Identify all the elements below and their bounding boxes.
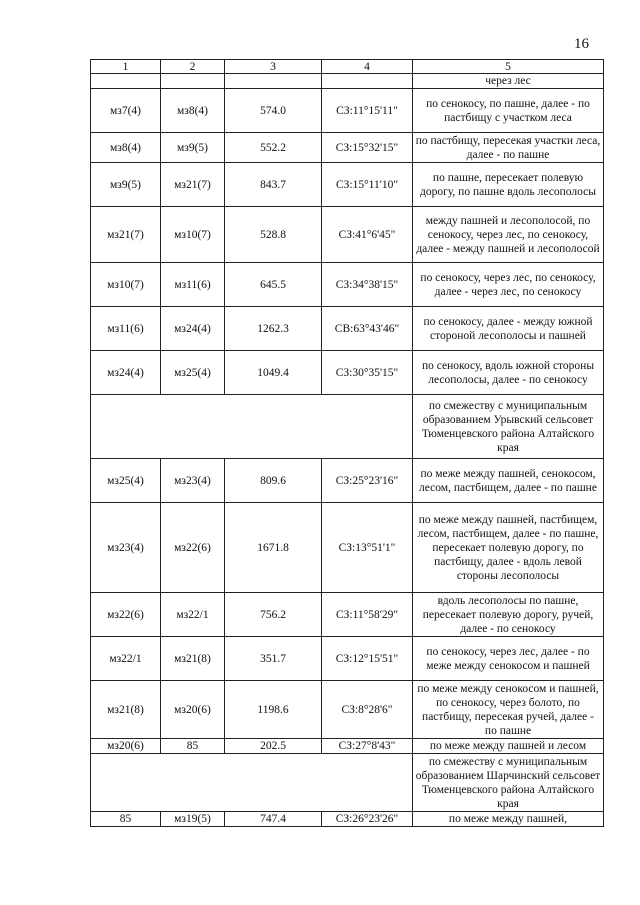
description-cell: по сенокосу, далее - между южной стороной лесополосы и пашней (413, 307, 604, 351)
length-cell (225, 74, 322, 89)
length-cell: 528.8 (225, 207, 322, 263)
from-point-cell: мз22(6) (91, 593, 161, 637)
to-point-cell: мз8(4) (161, 89, 225, 133)
from-point-cell: мз25(4) (91, 459, 161, 503)
merged-blank-cell (91, 754, 413, 812)
bearing-cell: СЗ:30°35'15" (322, 351, 413, 395)
page-number: 16 (574, 36, 589, 52)
length-cell: 202.5 (225, 739, 322, 754)
to-point-cell: мз21(8) (161, 637, 225, 681)
bearing-cell (322, 74, 413, 89)
to-point-cell: мз20(6) (161, 681, 225, 739)
table-header-row (91, 60, 604, 74)
to-point-cell: мз10(7) (161, 207, 225, 263)
header-cell: 5 (413, 60, 604, 74)
table-row (91, 637, 604, 681)
header-cell: 4 (322, 60, 413, 74)
description-cell: по меже между пашней, пастбищем, лесом, пастбищем, далее - по пашне, пересекает полевую дорогу, по пастбищу, далее - вдоль левой стороны лесополосы (413, 503, 604, 593)
table-row (91, 739, 604, 754)
description-cell: по пашне, пересекает полевую дорогу, по пашне вдоль лесополосы (413, 163, 604, 207)
to-point-cell: мз21(7) (161, 163, 225, 207)
bearing-cell: СЗ:15°32'15" (322, 133, 413, 163)
table-row (91, 503, 604, 593)
to-point-cell: мз25(4) (161, 351, 225, 395)
to-point-cell: мз22(6) (161, 503, 225, 593)
from-point-cell (91, 74, 161, 89)
from-point-cell: мз21(8) (91, 681, 161, 739)
length-cell: 574.0 (225, 89, 322, 133)
description-cell: по сенокосу, через лес, по сенокосу, далее - через лес, по сенокосу (413, 263, 604, 307)
length-cell: 1198.6 (225, 681, 322, 739)
description-cell: через лес (413, 74, 604, 89)
description-cell: по смежеству с муниципальным образованием Шарчинский сельсовет Тюменцевского района Алтайского края (413, 754, 604, 812)
from-point-cell: мз7(4) (91, 89, 161, 133)
bearing-cell: СЗ:8°28'6" (322, 681, 413, 739)
length-cell: 809.6 (225, 459, 322, 503)
description-cell: по сенокосу, вдоль южной стороны лесополосы, далее - по сенокосу (413, 351, 604, 395)
bearing-cell: СЗ:11°58'29" (322, 593, 413, 637)
description-cell: между пашней и лесополосой, по сенокосу, через лес, по сенокосу, далее - между пашней и лесополосой (413, 207, 604, 263)
table-row (91, 593, 604, 637)
from-point-cell: 85 (91, 812, 161, 827)
length-cell: 1262.3 (225, 307, 322, 351)
description-cell: по сенокосу, по пашне, далее - по пастбищу с участком леса (413, 89, 604, 133)
bearing-cell: СЗ:12°15'51" (322, 637, 413, 681)
table-row-merged (91, 395, 604, 459)
bearing-cell: СЗ:13°51'1" (322, 503, 413, 593)
length-cell: 351.7 (225, 637, 322, 681)
bearing-cell: СВ:63°43'46" (322, 307, 413, 351)
description-cell: по сенокосу, через лес, далее - по меже между сенокосом и пашней (413, 637, 604, 681)
to-point-cell: мз24(4) (161, 307, 225, 351)
from-point-cell: мз9(5) (91, 163, 161, 207)
table-row (91, 681, 604, 739)
length-cell: 843.7 (225, 163, 322, 207)
bearing-cell: СЗ:25°23'16" (322, 459, 413, 503)
bearing-cell: СЗ:15°11'10" (322, 163, 413, 207)
length-cell: 756.2 (225, 593, 322, 637)
to-point-cell: мз9(5) (161, 133, 225, 163)
table-row (91, 163, 604, 207)
description-cell: по пастбищу, пересекая участки леса, далее - по пашне (413, 133, 604, 163)
from-point-cell: мз24(4) (91, 351, 161, 395)
to-point-cell: мз23(4) (161, 459, 225, 503)
to-point-cell: мз11(6) (161, 263, 225, 307)
table-row (91, 263, 604, 307)
from-point-cell: мз11(6) (91, 307, 161, 351)
to-point-cell: 85 (161, 739, 225, 754)
from-point-cell: мз21(7) (91, 207, 161, 263)
description-cell: по меже между сенокосом и пашней, по сенокосу, через болото, по пастбищу, пересекая ручей, далее - по пашне (413, 681, 604, 739)
to-point-cell: мз22/1 (161, 593, 225, 637)
header-cell: 2 (161, 60, 225, 74)
table-row (91, 459, 604, 503)
to-point-cell (161, 74, 225, 89)
length-cell: 1671.8 (225, 503, 322, 593)
description-cell: по меже между пашней, сенокосом, лесом, пастбищем, далее - по пашне (413, 459, 604, 503)
merged-blank-cell (91, 395, 413, 459)
boundary-table (90, 59, 604, 827)
length-cell: 1049.4 (225, 351, 322, 395)
description-cell: по меже между пашней, (413, 812, 604, 827)
bearing-cell: СЗ:41°6'45" (322, 207, 413, 263)
from-point-cell: мз10(7) (91, 263, 161, 307)
from-point-cell: мз8(4) (91, 133, 161, 163)
table-row (91, 74, 604, 89)
from-point-cell: мз22/1 (91, 637, 161, 681)
from-point-cell: мз23(4) (91, 503, 161, 593)
bearing-cell: СЗ:11°15'11" (322, 89, 413, 133)
table-row (91, 207, 604, 263)
bearing-cell: СЗ:27°8'43" (322, 739, 413, 754)
table-row (91, 89, 604, 133)
length-cell: 747.4 (225, 812, 322, 827)
bearing-cell: СЗ:34°38'15" (322, 263, 413, 307)
length-cell: 552.2 (225, 133, 322, 163)
header-cell: 1 (91, 60, 161, 74)
table-row (91, 307, 604, 351)
bearing-cell: СЗ:26°23'26" (322, 812, 413, 827)
table-row (91, 812, 604, 827)
description-cell: по меже между пашней и лесом (413, 739, 604, 754)
length-cell: 645.5 (225, 263, 322, 307)
table-row (91, 133, 604, 163)
header-cell: 3 (225, 60, 322, 74)
from-point-cell: мз20(6) (91, 739, 161, 754)
table-row (91, 351, 604, 395)
to-point-cell: мз19(5) (161, 812, 225, 827)
table-row-merged (91, 754, 604, 812)
description-cell: по смежеству с муниципальным образованием Урывский сельсовет Тюменцевского района Алтайского края (413, 395, 604, 459)
description-cell: вдоль лесополосы по пашне, пересекает полевую дорогу, ручей, далее - по сенокосу (413, 593, 604, 637)
